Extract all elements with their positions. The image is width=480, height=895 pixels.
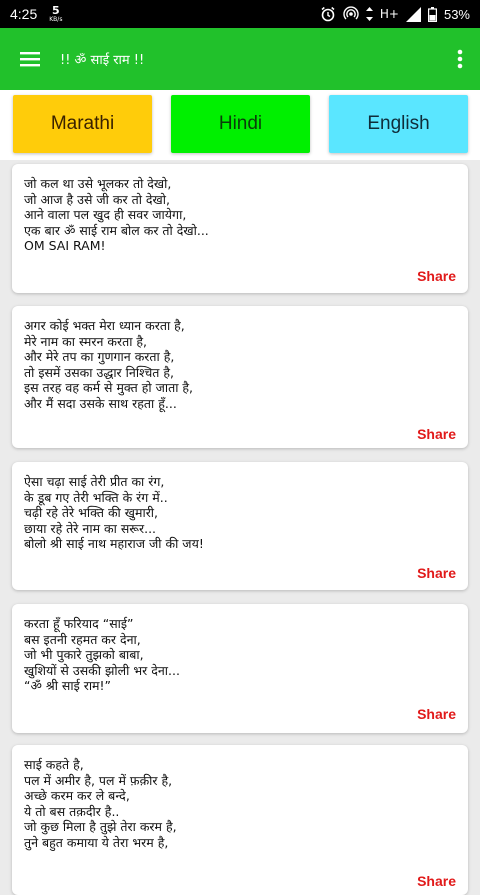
quote-text: साई कहते है, पल में अमीर है, पल में फ़क़ीर है, अच्छे करम कर ले बन्दे, ये तो बस तक़दीर है.. जो कुछ मिला है तुझे तेरा करम है, तुने बहुत कमाया ये तेरा भरम है, [24, 757, 177, 850]
share-button[interactable]: Share [417, 706, 456, 722]
quote-text: करता हूँ फरियाद “साई” बस इतनी रहमत कर देना, जो भी पुकारे तुझको बाबा, खुशियों से उसकी झोली भर देना... “ॐ श्री साई राम!” [24, 616, 180, 693]
data-arrows-icon [366, 7, 373, 21]
quote-card [12, 164, 468, 293]
share-button[interactable]: Share [417, 565, 456, 581]
quote-text: ऐसा चढ़ा साई तेरी प्रीत का रंग, के डूब गए तेरी भक्ति के रंग में.. चढ़ी रहे तेरे भक्ति की खुमारी, छाया रहे तेरे नाम का सरूर... बोलो श्री साई नाथ महाराज जी की जय! [24, 474, 204, 551]
battery-percent: 53% [443, 6, 470, 22]
alarm-icon [320, 6, 336, 22]
app-bar [0, 28, 480, 90]
network-speed [49, 5, 62, 23]
status-time: 4:25 [10, 6, 38, 22]
quote-card [12, 604, 468, 733]
hotspot-icon [343, 6, 359, 22]
network-speed-value: 5 [52, 4, 60, 17]
hindi-button[interactable]: Hindi [171, 95, 310, 153]
network-speed-unit: KB/s [49, 16, 63, 23]
signal-icon [406, 7, 421, 22]
status-bar [0, 0, 480, 28]
share-button[interactable]: Share [417, 873, 456, 889]
battery-icon [428, 7, 437, 22]
marathi-button[interactable]: Marathi [13, 95, 152, 153]
quote-text: अगर कोई भक्त मेरा ध्यान करता है, मेरे नाम का स्मरन करता है, और मेरे तप का गुणगान करता है, तो इसमें उसका उद्धार निश्चित है, इस तरह वह कर्म से मुक्त हो जाता है, और मैं सदा उसके साथ रहता हूँ... [24, 318, 194, 411]
hamburger-menu-icon[interactable] [0, 28, 60, 90]
network-type: H+ [379, 7, 399, 21]
quote-card [12, 745, 468, 895]
share-button[interactable]: Share [417, 268, 456, 284]
english-button[interactable]: English [329, 95, 468, 153]
share-button[interactable]: Share [417, 426, 456, 442]
language-selector [0, 90, 480, 160]
overflow-menu-icon[interactable] [440, 28, 480, 90]
quote-card [12, 306, 468, 448]
quote-list[interactable] [0, 160, 480, 889]
quote-card [12, 462, 468, 590]
app-title: !! ॐ साई राम !! [60, 53, 145, 68]
status-icons [320, 6, 470, 22]
quote-text: जो कल था उसे भूलकर तो देखो, जो आज है उसे जी कर तो देखो, आने वाला पल खुद ही सवर जायेगा, एक बार ॐ साई राम बोल कर तो देखो... OM SAI RAM! [24, 176, 209, 253]
